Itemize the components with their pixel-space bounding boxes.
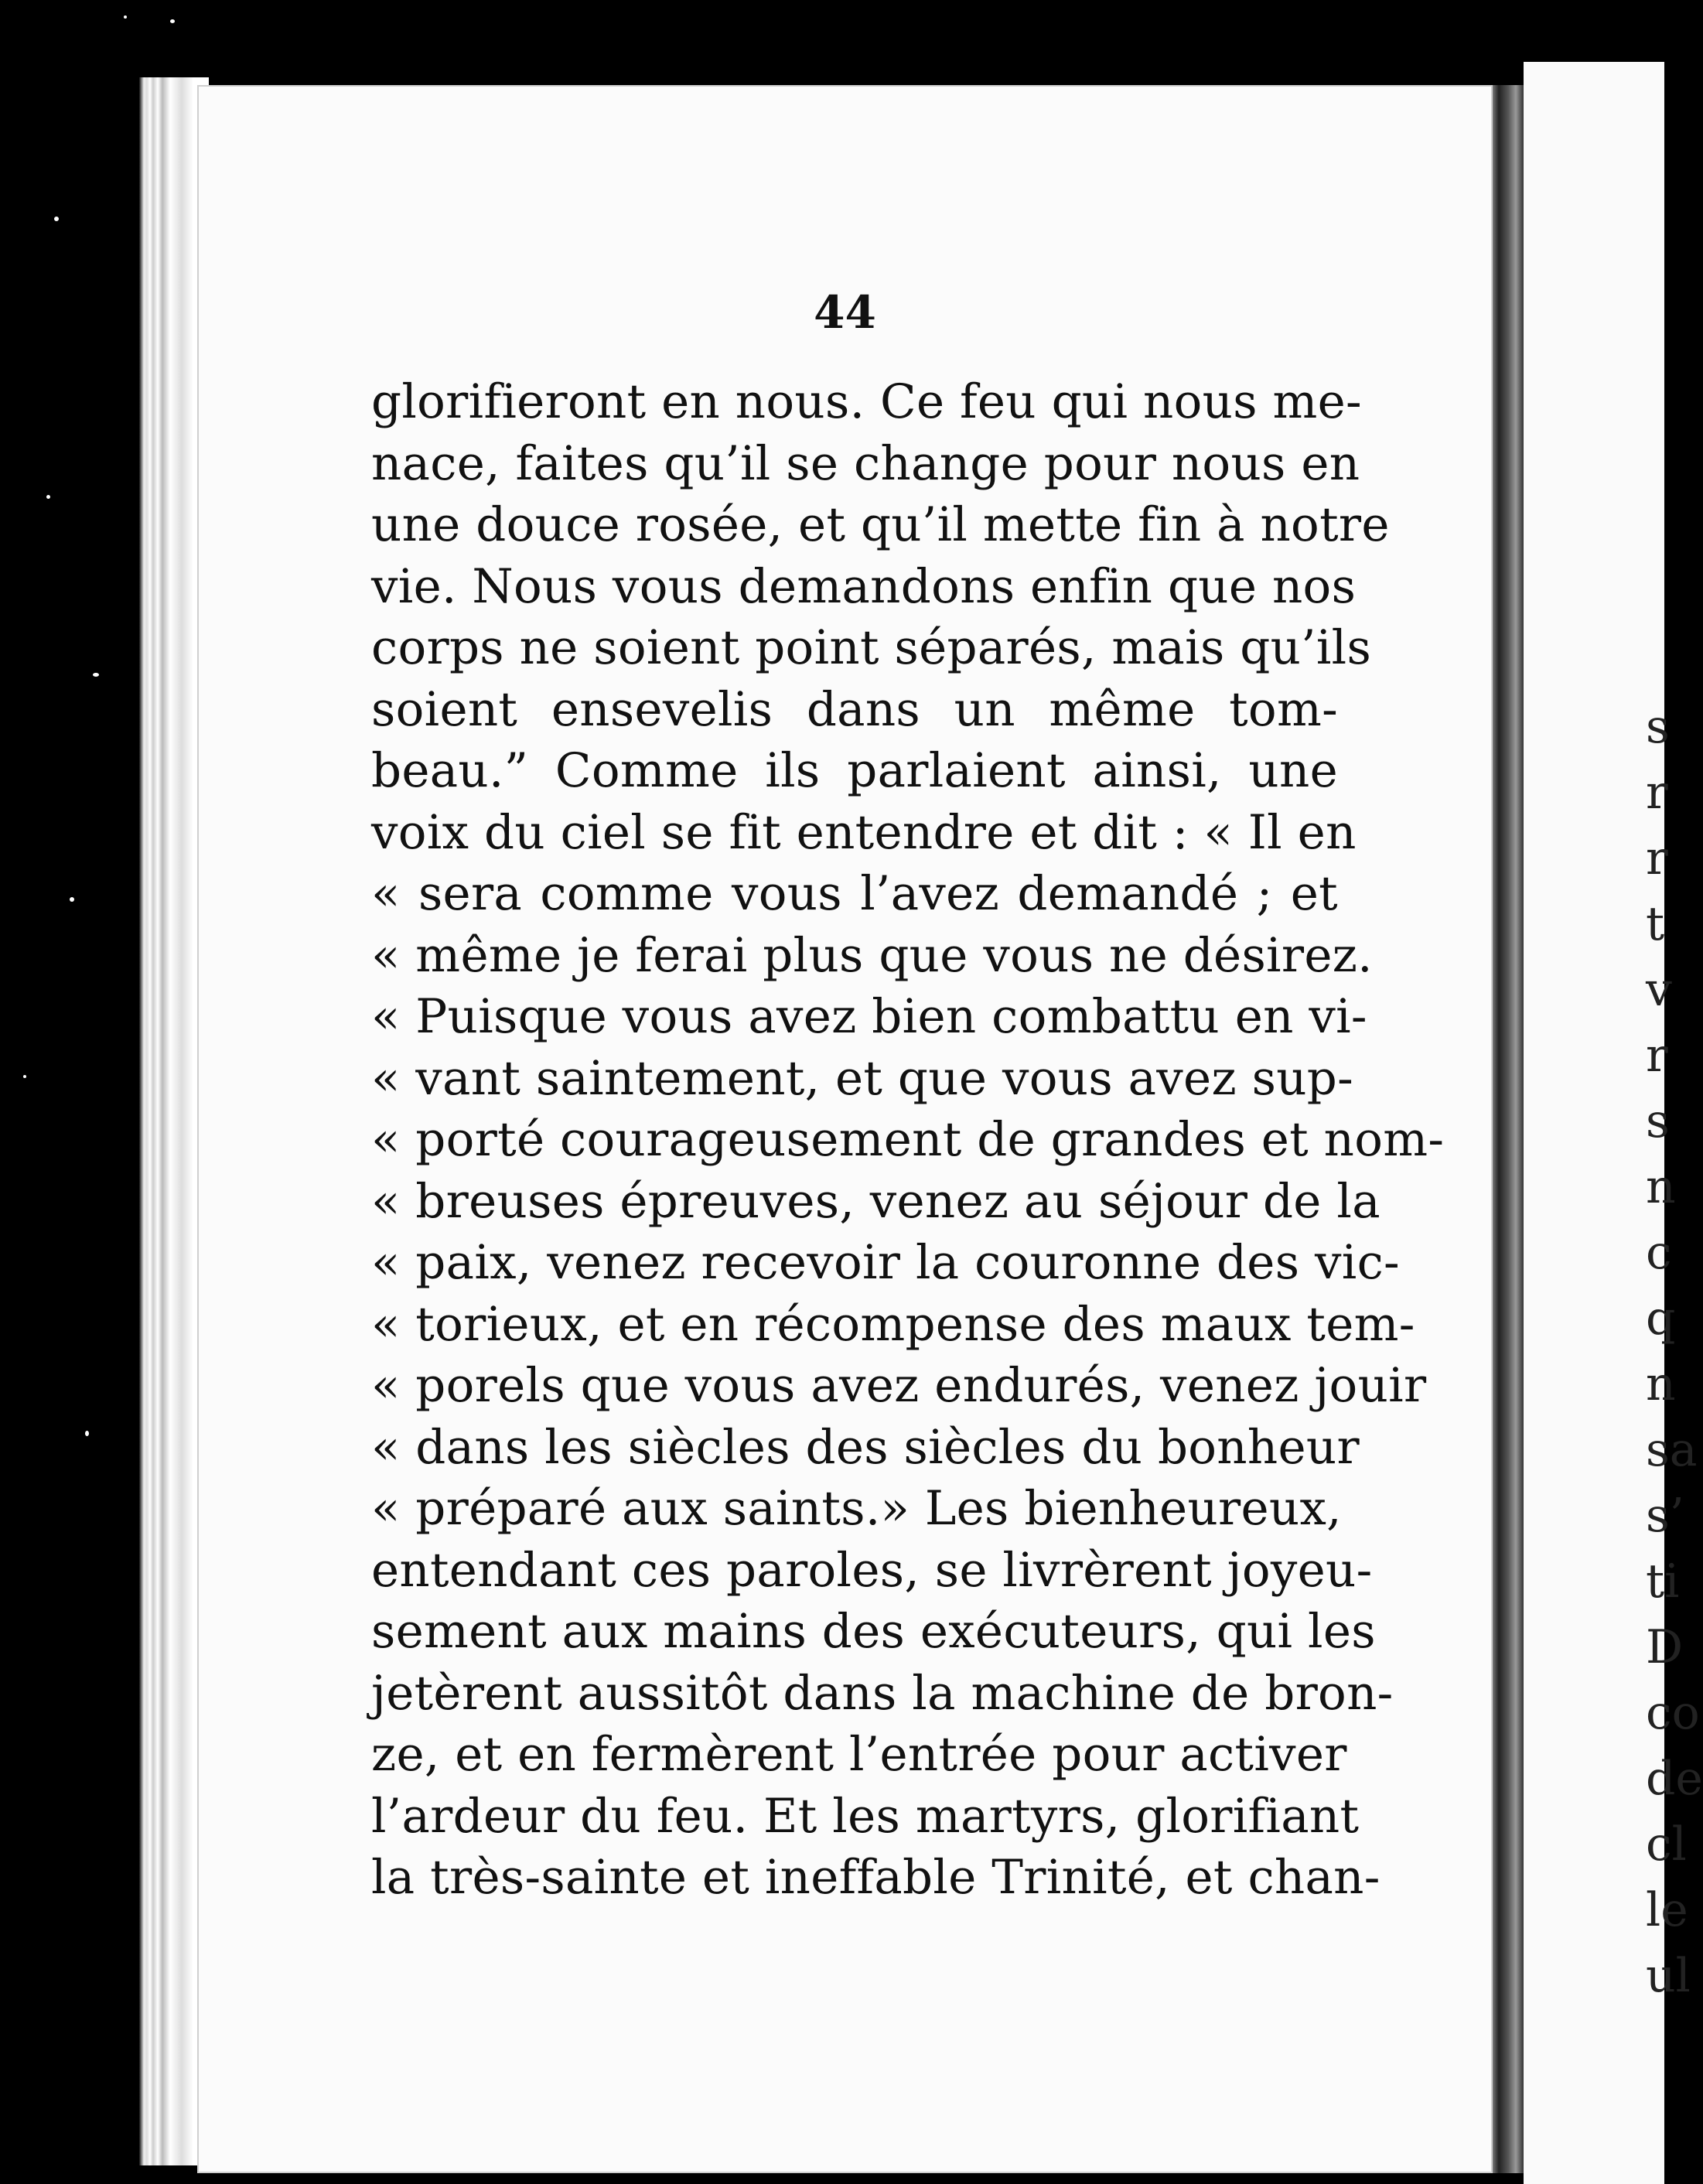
scan-speck	[93, 673, 99, 677]
book-gutter	[1493, 85, 1524, 2173]
page-text	[371, 371, 1445, 1909]
text-line: « torieux, et en récompense des maux tem-	[371, 1296, 1415, 1352]
text-line: ze, et en fermèrent l’entrée pour activer	[371, 1727, 1347, 1782]
text-line: entendant ces paroles, se livrèrent joyeu-	[371, 1542, 1373, 1598]
facing-page-fragment: D	[1646, 1620, 1684, 1674]
scan-speck	[170, 19, 175, 23]
facing-page-fragment: sa	[1646, 1423, 1698, 1477]
facing-page-fragment: s’	[1646, 1489, 1684, 1543]
text-line: la très-sainte et ineffable Trinité, et chan-	[371, 1850, 1380, 1905]
facing-page-fragment: le	[1646, 1883, 1688, 1937]
text-line: nace, faites qu’il se change pour nous en	[371, 435, 1360, 491]
facing-page-fragment: cl	[1646, 1817, 1687, 1872]
facing-page-fragment: n	[1646, 1357, 1676, 1411]
text-line: « breuses épreuves, venez au séjour de la	[371, 1173, 1380, 1229]
facing-page-fragment: r	[1646, 831, 1668, 886]
text-line: sement aux mains des exécuteurs, qui les	[371, 1604, 1376, 1659]
facing-page-fragment: n	[1646, 1160, 1676, 1214]
text-line: « paix, venez recevoir la couronne des vic-	[371, 1235, 1400, 1290]
scan-speck	[85, 1431, 89, 1436]
text-line: « même je ferai plus que vous ne désirez.	[371, 927, 1373, 983]
text-line: « sera comme vous l’avez demandé ; et	[371, 866, 1338, 921]
facing-page-fragment: t	[1646, 897, 1665, 951]
text-line: « Puisque vous avez bien combattu en vi-	[371, 989, 1367, 1044]
scan-speck	[124, 15, 127, 19]
scan-speck	[54, 217, 59, 221]
text-line: vie. Nous vous demandons enfin que nos	[371, 558, 1357, 614]
scan-speck	[46, 495, 50, 499]
scan-speck	[23, 1075, 26, 1078]
text-line: « dans les siècles des siècles du bonheur	[371, 1419, 1360, 1475]
page-number: 44	[814, 286, 876, 339]
facing-page-fragment: de	[1646, 1752, 1703, 1806]
facing-page	[1524, 62, 1664, 2184]
facing-page-fragment: c	[1646, 1226, 1672, 1280]
facing-page-fragment: v	[1646, 963, 1672, 1017]
text-line: corps ne soient point séparés, mais qu’ils	[371, 620, 1372, 675]
facing-page-fragment: r	[1646, 766, 1668, 820]
text-line: voix du ciel se fit entendre et dit : « Il en	[371, 804, 1357, 860]
text-line: l’ardeur du feu. Et les martyrs, glorifiant	[371, 1788, 1360, 1844]
text-line: une douce rosée, et qu’il mette fin à notre	[371, 497, 1390, 552]
text-line: beau.” Comme ils parlaient ainsi, une	[371, 743, 1338, 798]
text-line: « vant saintement, et que vous avez sup-	[371, 1050, 1354, 1106]
facing-page-fragment: q	[1646, 1292, 1676, 1346]
facing-page-fragment: r	[1646, 1029, 1668, 1083]
facing-page-fragment: ti	[1646, 1554, 1680, 1609]
text-line: glorifieront en nous. Ce feu qui nous me-	[371, 374, 1362, 429]
text-line: soient ensevelis dans un même tom-	[371, 681, 1338, 737]
facing-page-fragment: s	[1646, 700, 1670, 754]
text-line: jetèrent aussitôt dans la machine de bron-	[371, 1665, 1394, 1721]
facing-page-fragment: s	[1646, 1094, 1670, 1148]
text-line: « préparé aux saints.» Les bienheureux,	[371, 1481, 1342, 1536]
facing-page-fragment: ul	[1646, 1949, 1691, 2003]
text-line: « porté courageusement de grandes et nom-	[371, 1112, 1445, 1167]
scan-speck	[70, 897, 74, 902]
text-line: « porels que vous avez endurés, venez jouir	[371, 1358, 1427, 1413]
facing-page-fragment: co	[1646, 1686, 1700, 1740]
